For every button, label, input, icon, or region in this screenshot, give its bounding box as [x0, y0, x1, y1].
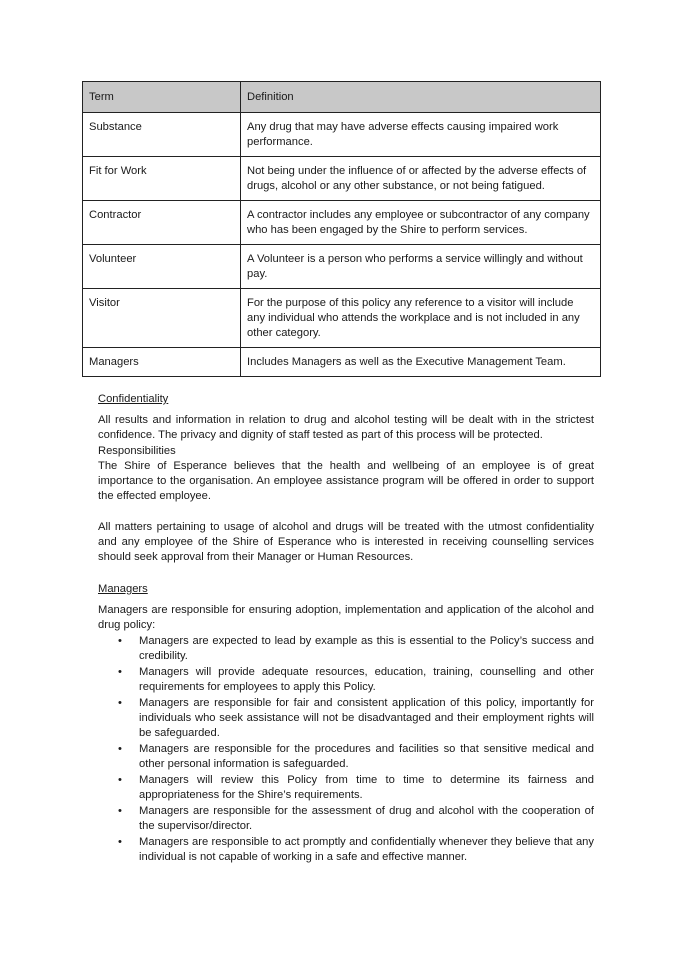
confidentiality-counselling-paragraph: All matters pertaining to usage of alcohol and drugs will be treated with the utmost confidentiality and any employee of the Shire of Esperance who is interested in receiving counselling services should seek approval from their Manager or Human Resources.	[98, 521, 594, 563]
table-row	[83, 113, 601, 157]
managers-responsibility-list	[98, 634, 594, 866]
term-cell: Fit for Work	[83, 157, 241, 201]
managers-intro: Managers are responsible for ensuring adoption, implementation and application of the alcohol and drug policy:	[98, 604, 594, 631]
bullet-icon: •	[118, 743, 122, 755]
table-row	[83, 348, 601, 377]
bullet-icon: •	[118, 805, 122, 817]
term-cell: Volunteer	[83, 245, 241, 289]
list-item-text: Managers are responsible for the assessment of drug and alcohol with the cooperation of the supervisor/director.	[139, 805, 594, 832]
column-header-term: Term	[83, 82, 241, 113]
term-cell: Substance	[83, 113, 241, 157]
confidentiality-paragraph: All results and information in relation to drug and alcohol testing will be dealt with in the strictest confidence. The privacy and dignity of staff tested as part of this process will be protected.	[98, 414, 594, 441]
definition-cell: A contractor includes any employee or subcontractor of any company who has been engaged by the Shire to perform services.	[241, 201, 601, 245]
list-item-text: Managers are responsible for the procedures and facilities so that sensitive medical and other personal information is safeguarded.	[139, 743, 594, 770]
definitions-table	[82, 81, 601, 377]
bullet-icon: •	[118, 697, 122, 709]
list-item-text: Managers are responsible for fair and consistent application of this policy, importantly for individuals who seek assistance will not be disadvantaged and their employment rights will be safeguarded.	[139, 697, 594, 739]
list-item-text: Managers are responsible to act promptly and confidentially whenever they believe that any individual is not capable of working in a safe and effective manner.	[139, 836, 594, 863]
definition-cell: Any drug that may have adverse effects causing impaired work performance.	[241, 113, 601, 157]
term-cell: Managers	[83, 348, 241, 377]
table-row	[83, 289, 601, 348]
managers-heading: Managers	[98, 583, 148, 595]
list-item	[98, 634, 594, 664]
term-cell: Visitor	[83, 289, 241, 348]
column-header-definition: Definition	[241, 82, 601, 113]
definition-cell: A Volunteer is a person who performs a service willingly and without pay.	[241, 245, 601, 289]
list-item-text: Managers will provide adequate resources, education, training, counselling and other requirements for employees to apply this Policy.	[139, 666, 594, 693]
responsibilities-paragraph: The Shire of Esperance believes that the health and wellbeing of an employee is of great importance to the organisation. An employee assistance program will be offered in order to support the effected employee.	[98, 460, 594, 502]
list-item	[98, 835, 594, 865]
bullet-icon: •	[118, 666, 122, 678]
list-item	[98, 665, 594, 695]
list-item	[98, 804, 594, 834]
table-row	[83, 157, 601, 201]
table-row	[83, 201, 601, 245]
list-item	[98, 696, 594, 741]
definition-cell: Not being under the influence of or affected by the adverse effects of drugs, alcohol or any other substance, or not being fatigued.	[241, 157, 601, 201]
confidentiality-heading: Confidentiality	[98, 393, 169, 405]
list-item	[98, 742, 594, 772]
definition-cell: For the purpose of this policy any reference to a visitor will include any individual who attends the workplace and is not included in any other category.	[241, 289, 601, 348]
bullet-icon: •	[118, 774, 122, 786]
table-row	[83, 245, 601, 289]
bullet-icon: •	[118, 635, 122, 647]
definition-cell: Includes Managers as well as the Executive Management Team.	[241, 348, 601, 377]
table-header-row	[83, 82, 601, 113]
term-cell: Contractor	[83, 201, 241, 245]
responsibilities-heading: Responsibilities	[98, 445, 176, 457]
bullet-icon: •	[118, 836, 122, 848]
list-item-text: Managers are expected to lead by example as this is essential to the Policy’s success and credibility.	[139, 635, 594, 662]
list-item	[98, 773, 594, 803]
list-item-text: Managers will review this Policy from time to time to determine its fairness and appropriateness for the Shire’s requirements.	[139, 774, 594, 801]
